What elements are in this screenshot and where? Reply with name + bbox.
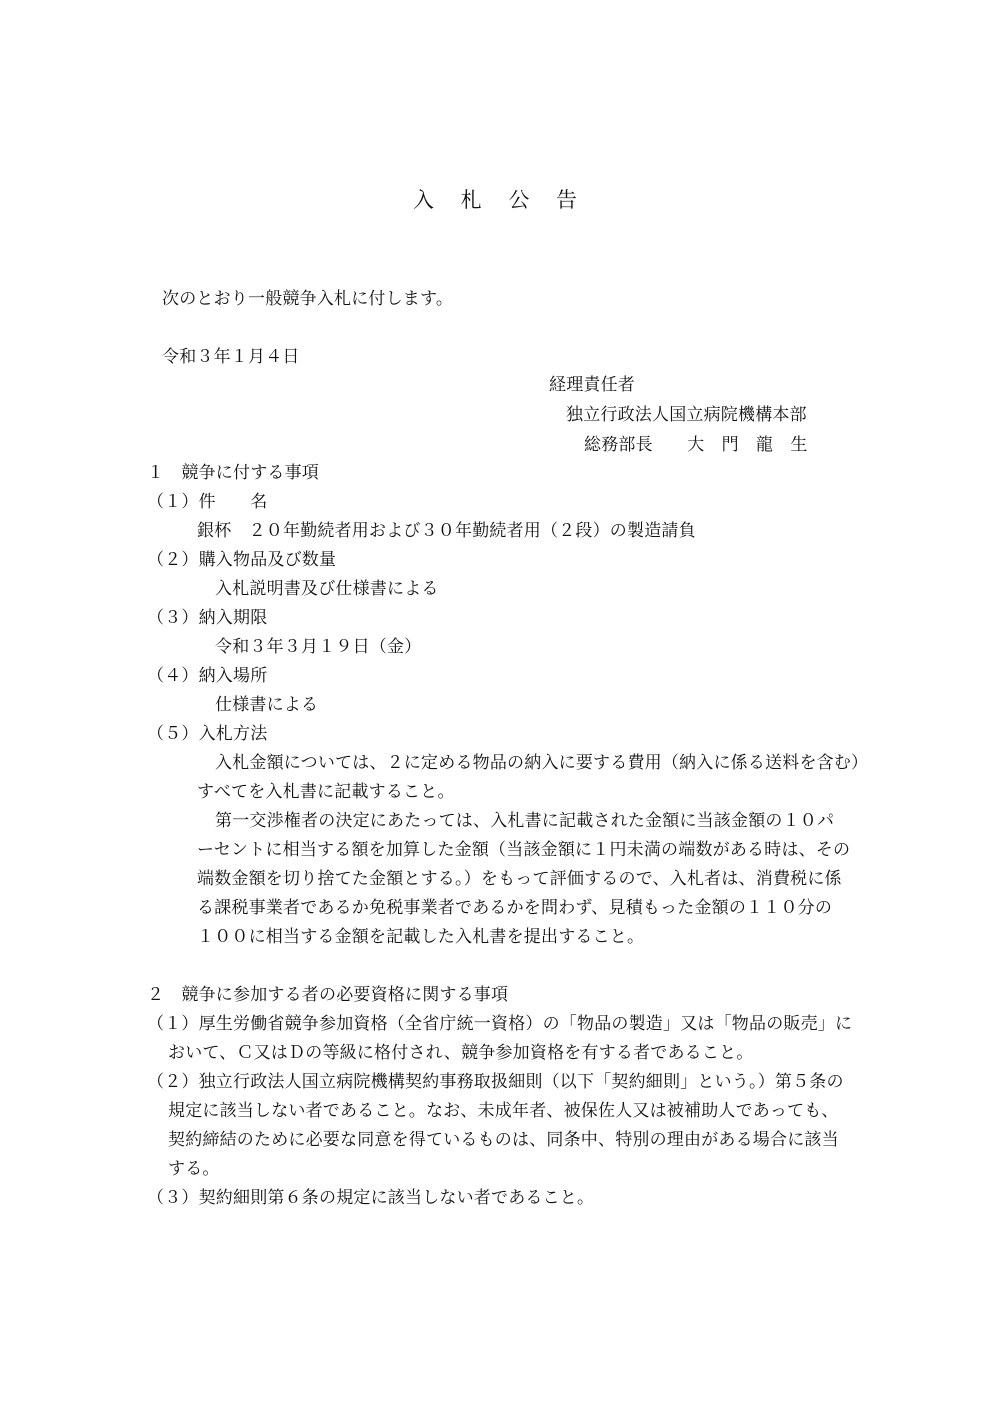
section1-item4-value: 仕様書による — [215, 695, 319, 715]
section1-item5-label: （５）入札方法 — [147, 724, 268, 744]
section2-item3-line: （３）契約細則第６条の規定に該当しない者であること。 — [147, 1188, 595, 1208]
section2-item1-line: おいて、Ｃ又はＤの等級に格付され、競争参加資格を有する者であること。 — [168, 1043, 754, 1063]
section1-item5-text-line: る課税事業者であるか免税事業者であるかを問わず、見積もった金額の１１０分の — [197, 898, 833, 918]
section1-item1-value: 銀杯 ２０年勤続者用および３０年勤続者用（２段）の製造請負 — [197, 521, 696, 541]
section2-item2-line: （２）独立行政法人国立病院機構契約事務取扱細則（以下「契約細則」という。）第５条の — [147, 1072, 844, 1092]
section1-item5-text-line: 端数金額を切り捨てた金額とする。）をもって評価するので、入札者は、消費税に係 — [197, 869, 842, 889]
section1-item4-label: （４）納入場所 — [147, 666, 268, 686]
announcement-date: 令和３年１月４日 — [162, 347, 300, 367]
section1-item2-label: （２）購入物品及び数量 — [147, 550, 337, 570]
section1-item5-text-line: １００に相当する金額を記載した入札書を提出すること。 — [197, 927, 645, 947]
section1-item5-text-line: 入札金額については、２に定める物品の納入に要する費用（納入に係る送料を含む） — [215, 753, 869, 773]
section1-item3-value: 令和３年３月１９日（金） — [215, 637, 422, 657]
intro-text: 次のとおり一般競争入札に付します。 — [162, 289, 454, 309]
section1-item1-label: （１）件 名 — [147, 492, 268, 512]
section1-item5-text-line: すべてを入札書に記載すること。 — [197, 782, 455, 802]
section2-heading: ２ 競争に参加する者の必要資格に関する事項 — [147, 985, 509, 1005]
section2-item1-line: （１）厚生労働省競争参加資格（全省庁統一資格）の「物品の製造」又は「物品の販売」に — [147, 1014, 853, 1034]
issuer-role: 経理責任者 — [549, 375, 635, 395]
issuer-organization: 独立行政法人国立病院機構本部 — [566, 405, 807, 425]
section2-item2-line: 規定に該当しない者であること。なお、未成年者、被保佐人又は被補助人であっても、 — [168, 1101, 839, 1121]
page-title: 入 札 公 告 — [412, 188, 588, 212]
section2-item2-line: 契約締結のために必要な同意を得ているものは、同条中、特別の理由がある場合に該当 — [168, 1130, 839, 1150]
issuer-name: 総務部長 大 門 龍 生 — [584, 435, 808, 455]
section1-item5-text-line: ーセントに相当する額を加算した金額（当該金額に１円未満の端数がある時は、その — [197, 840, 851, 860]
section1-heading: １ 競争に付する事項 — [147, 463, 319, 483]
section1-item2-value: 入札説明書及び仕様書による — [215, 579, 439, 599]
section2-item2-line: する。 — [168, 1159, 220, 1179]
section1-item3-label: （３）納入期限 — [147, 608, 268, 628]
section1-item5-text-line: 第一交渉権者の決定にあたっては、入札書に記載された金額に当該金額の１０パ — [215, 811, 835, 831]
